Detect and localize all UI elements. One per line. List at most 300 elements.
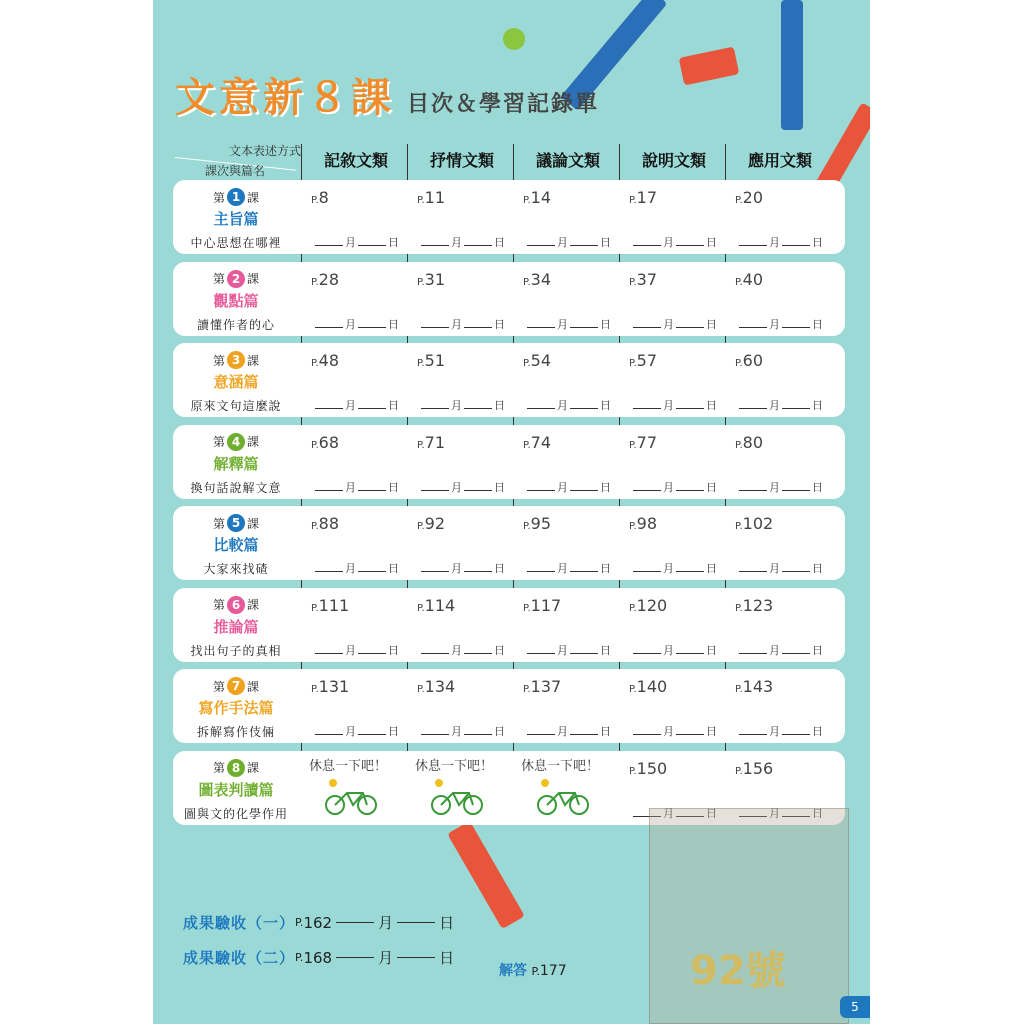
day-mark: 日 [600,236,611,249]
column-header: 說明文類 [641,151,706,170]
page-value: 140 [636,677,668,696]
record-cell [303,669,409,743]
lesson-number-badge: 3 [227,351,245,369]
page-prefix: P. [523,358,531,369]
page-ref [523,596,561,615]
lesson-row [173,180,845,254]
record-cell [621,343,727,417]
date-field [631,316,717,332]
day-blank[interactable] [570,734,598,735]
page-prefix: P. [311,439,319,451]
watermark-text: 92號 [690,948,786,994]
record-cell [621,506,727,580]
day-mark: 日 [600,643,611,657]
month-blank[interactable] [633,245,661,246]
month-blank[interactable] [739,571,767,572]
page-value: 14 [530,188,552,207]
date-field [419,479,505,495]
month-mark: 月 [557,725,568,738]
month-blank[interactable] [739,245,767,246]
date-field [631,723,717,739]
day-blank[interactable] [358,408,386,409]
day-blank[interactable] [676,571,704,572]
month-blank[interactable] [315,245,343,246]
day-blank[interactable] [464,245,492,246]
month-blank[interactable] [739,408,767,409]
day-blank[interactable] [782,327,810,328]
date-field [737,234,823,250]
day-blank[interactable] [570,490,598,491]
day-blank[interactable] [464,327,492,328]
record-cell [727,262,833,336]
day-mark: 日 [706,725,717,738]
page-ref [417,596,455,615]
month-blank[interactable] [315,490,343,491]
page-ref [311,433,339,452]
page-ref [629,351,657,370]
day-blank[interactable] [676,734,704,735]
month-blank[interactable] [739,653,767,654]
day-blank[interactable] [464,734,492,735]
lesson-number [173,759,299,777]
day-mark: 日 [600,562,611,575]
date-field [419,642,505,658]
day-mark: 日 [812,643,823,657]
date-field [419,397,505,413]
lesson-info [173,180,299,254]
date-field [525,479,611,495]
lesson-name: 意涵篇 [213,373,259,391]
month-blank[interactable] [421,653,449,654]
page-ref [629,514,657,533]
day-mark: 日 [494,725,505,738]
day-blank[interactable] [782,245,810,246]
lesson-desc: 中心思想在哪裡 [190,236,282,250]
record-cell [409,588,515,662]
day-blank[interactable] [358,653,386,654]
month-mark: 月 [557,480,568,494]
month-blank[interactable] [633,734,661,735]
page-ref [417,351,445,370]
day-mark: 日 [388,236,399,249]
lesson-name: 觀點篇 [213,291,259,310]
day-mark: 日 [388,317,399,331]
day-blank[interactable] [782,734,810,735]
month-blank[interactable] [739,327,767,328]
month-mark: 月 [663,643,674,657]
month-mark: 月 [345,399,356,412]
day-blank[interactable] [676,490,704,491]
month-blank[interactable] [527,734,555,735]
page-ref [735,351,763,370]
title-main: 文意新８課 [175,75,395,121]
page-value: 68 [318,432,340,452]
day-mark: 日 [439,949,455,967]
page-value: 77 [636,432,658,452]
month-blank[interactable] [633,408,661,409]
month-mark: 月 [345,236,356,249]
record-cell [303,506,409,580]
page-value: 92 [424,514,446,533]
day-blank[interactable] [570,653,598,654]
month-blank[interactable] [633,327,661,328]
result-page-prefix: P. [295,951,304,964]
record-cell [727,669,833,743]
month-blank[interactable] [315,734,343,735]
month-blank[interactable] [421,490,449,491]
page-ref [523,433,551,452]
page-ref [417,270,445,289]
page-prefix: P. [523,602,531,614]
lesson-suffix: 課 [247,272,260,286]
record-cell [727,180,833,254]
day-blank[interactable] [358,490,386,491]
month-mark: 月 [769,562,780,575]
month-blank[interactable] [421,327,449,328]
month-mark: 月 [451,480,462,494]
page-prefix: P. [523,439,531,451]
month-blank[interactable] [633,490,661,491]
lesson-number-badge: 6 [227,596,245,614]
record-cell [515,425,621,499]
page-value: 57 [636,351,658,370]
record-cell [303,588,409,662]
month-blank[interactable] [633,653,661,654]
month-blank[interactable] [421,245,449,246]
page-value: 51 [424,351,446,370]
page-value: 114 [424,595,456,615]
bicycle-icon [429,777,485,817]
month-mark: 月 [557,643,568,657]
date-field [631,234,717,250]
page-prefix: P. [629,684,637,695]
day-blank[interactable] [358,327,386,328]
page-prefix: P. [629,765,637,777]
month-blank[interactable] [421,408,449,409]
lesson-info [173,506,299,580]
header-corner [175,140,301,182]
record-cell [621,588,727,662]
month-blank[interactable] [421,571,449,572]
day-mark: 日 [388,480,399,494]
result-line [183,947,454,968]
page-prefix: P. [735,276,743,288]
record-cell [727,343,833,417]
date-field [525,560,611,576]
day-blank[interactable] [570,408,598,409]
lesson-suffix: 課 [247,598,260,612]
page-ref [417,433,445,452]
day-mark: 日 [706,236,717,249]
date-field [313,642,399,658]
page-prefix: P. [311,602,319,614]
lesson-number [173,188,299,206]
month-blank[interactable] [527,571,555,572]
blue-pencil-decoration-2 [781,0,803,130]
day-mark: 日 [706,480,717,494]
date-field [631,560,717,576]
month-blank[interactable] [527,245,555,246]
lesson-desc: 圖與文的化學作用 [183,806,288,821]
answer-page: 177 [539,963,567,979]
day-mark: 日 [812,317,823,331]
page-prefix: P. [735,439,743,451]
lesson-suffix: 課 [247,435,260,449]
month-mark: 月 [378,949,394,967]
month-blank[interactable] [421,734,449,735]
page-value: 150 [636,758,668,778]
lesson-name: 推論篇 [213,617,259,636]
lesson-number [173,270,299,288]
record-cell [727,506,833,580]
record-cell [621,262,727,336]
date-field [631,642,717,658]
lesson-row [173,262,845,336]
record-cell [303,751,409,825]
answer-line [499,960,567,980]
date-field [737,723,823,739]
lesson-number [173,596,299,614]
lesson-prefix: 第 [212,272,225,286]
month-mark: 月 [557,562,568,575]
date-field [419,234,505,250]
page-value: 123 [742,595,774,615]
date-field [313,560,399,576]
page-prefix: P. [523,521,531,532]
record-cell [409,180,515,254]
page-value: 60 [742,351,764,370]
page-ref [735,759,773,778]
lesson-info [173,262,299,336]
page-ref [311,351,339,370]
month-mark: 月 [451,562,462,575]
day-blank[interactable] [782,653,810,654]
lesson-prefix: 第 [212,190,225,205]
month-blank[interactable] [315,327,343,328]
page-value: 102 [742,514,774,533]
page-ref [629,677,667,696]
month-mark: 月 [345,562,356,575]
page-value: 98 [636,514,658,533]
record-cell [409,669,515,743]
month-blank[interactable] [739,734,767,735]
month-mark: 月 [769,643,780,657]
lesson-prefix: 第 [212,516,225,531]
results-section [183,912,454,982]
day-mark: 日 [706,399,717,412]
page-value: 48 [318,351,340,370]
day-blank[interactable] [464,571,492,572]
lesson-number [173,351,299,369]
month-blank[interactable] [527,490,555,491]
day-blank[interactable] [464,408,492,409]
record-cell [621,425,727,499]
page-ref [311,514,339,533]
page-value: 134 [424,677,456,696]
month-blank[interactable] [336,922,374,923]
date-field [737,479,823,495]
lesson-prefix: 第 [212,761,225,775]
page-value: 120 [636,595,668,615]
lesson-suffix: 課 [247,353,260,368]
sharpener-decoration [679,46,740,85]
lesson-name: 主旨篇 [213,210,259,228]
record-cell [515,262,621,336]
text-type-label: 文本表述方式 [228,144,301,158]
date-field [313,316,399,332]
page-value: 95 [530,514,552,533]
month-mark: 月 [557,399,568,412]
answer-page-prefix: P. [531,965,540,978]
bicycle-icon [323,777,379,817]
day-mark: 日 [812,806,823,820]
page-value: 117 [530,595,562,615]
month-mark: 月 [769,236,780,249]
month-blank[interactable] [739,490,767,491]
month-blank[interactable] [527,653,555,654]
page-value: 71 [424,432,446,452]
page-prefix: P. [735,358,743,369]
day-mark: 日 [600,725,611,738]
record-cell [621,669,727,743]
day-blank[interactable] [397,922,435,923]
month-mark: 月 [663,725,674,738]
page-prefix: P. [629,358,637,369]
lesson-info [173,751,299,825]
month-blank[interactable] [315,408,343,409]
day-blank[interactable] [358,571,386,572]
month-blank[interactable] [336,957,374,958]
day-mark: 日 [494,480,505,494]
rest-note: 休息一下吧！ [309,758,388,774]
day-blank[interactable] [782,571,810,572]
day-blank[interactable] [358,245,386,246]
lesson-row [173,506,845,580]
day-blank[interactable] [676,408,704,409]
page-ref [629,759,667,778]
day-blank[interactable] [464,490,492,491]
month-blank[interactable] [527,408,555,409]
page-prefix: P. [629,195,637,206]
page-ref [629,188,657,207]
lesson-suffix: 課 [247,190,260,205]
page-value: 143 [742,677,774,696]
lesson-name: 比較篇 [213,536,259,554]
result-label: 成果驗收（二） [183,949,296,967]
month-blank[interactable] [315,571,343,572]
column-header: 記敘文類 [323,151,388,170]
day-mark: 日 [812,399,823,412]
day-mark: 日 [494,236,505,249]
day-blank[interactable] [570,245,598,246]
date-field [737,642,823,658]
month-blank[interactable] [527,327,555,328]
column-header: 抒情文類 [429,151,494,170]
page-value: 28 [318,269,340,289]
column-header: 應用文類 [747,151,812,170]
page-prefix: P. [523,276,531,288]
page-ref [523,351,551,370]
lesson-row [173,588,845,662]
month-blank[interactable] [315,653,343,654]
month-blank[interactable] [633,571,661,572]
page-prefix: P. [735,765,743,777]
day-mark: 日 [600,480,611,494]
day-mark: 日 [812,480,823,494]
day-blank[interactable] [676,245,704,246]
lesson-number [173,433,299,451]
lesson-number [173,514,299,532]
page-ref [523,188,551,207]
day-blank[interactable] [782,408,810,409]
record-cell [515,669,621,743]
day-blank[interactable] [397,957,435,958]
lesson-desc: 拆解寫作伎倆 [196,725,275,739]
page-prefix: P. [629,439,637,451]
day-blank[interactable] [676,653,704,654]
lesson-name: 圖表判讀篇 [198,780,274,799]
lesson-name: 寫作手法篇 [198,699,274,717]
day-mark: 日 [494,643,505,657]
record-cell [727,588,833,662]
record-cell [621,180,727,254]
day-mark: 日 [812,562,823,575]
result-page-prefix: P. [295,916,304,929]
lesson-row [173,343,845,417]
day-mark: 日 [388,399,399,412]
day-blank[interactable] [676,327,704,328]
page-prefix: P. [629,276,637,288]
page-ref [311,270,339,289]
month-mark: 月 [451,399,462,412]
lesson-name: 解釋篇 [213,454,259,473]
page-prefix: P. [417,521,425,532]
lesson-desc: 大家來找碴 [203,562,269,576]
day-mark: 日 [706,643,717,657]
lesson-info [173,343,299,417]
page-value: 34 [530,269,552,289]
day-blank[interactable] [782,490,810,491]
month-mark: 月 [345,725,356,738]
result-page: 162 [303,913,333,932]
month-mark: 月 [769,725,780,738]
page-prefix: P. [311,684,319,695]
page-value: 88 [318,514,340,533]
page-ref [735,677,773,696]
day-blank[interactable] [570,571,598,572]
page-prefix: P. [311,276,319,288]
month-mark: 月 [663,562,674,575]
lesson-row [173,669,845,743]
month-mark: 月 [557,317,568,331]
day-blank[interactable] [358,734,386,735]
month-mark: 月 [345,317,356,331]
lesson-prefix: 第 [212,353,225,368]
day-mark: 日 [494,317,505,331]
day-mark: 日 [600,317,611,331]
month-mark: 月 [345,480,356,494]
record-cell [303,343,409,417]
record-cell [409,425,515,499]
result-line [183,912,454,933]
record-cell [303,425,409,499]
date-field [631,479,717,495]
day-blank[interactable] [464,653,492,654]
page-prefix: P. [417,439,425,451]
page-value: 8 [318,188,329,207]
page-title [175,66,599,123]
day-blank[interactable] [570,327,598,328]
